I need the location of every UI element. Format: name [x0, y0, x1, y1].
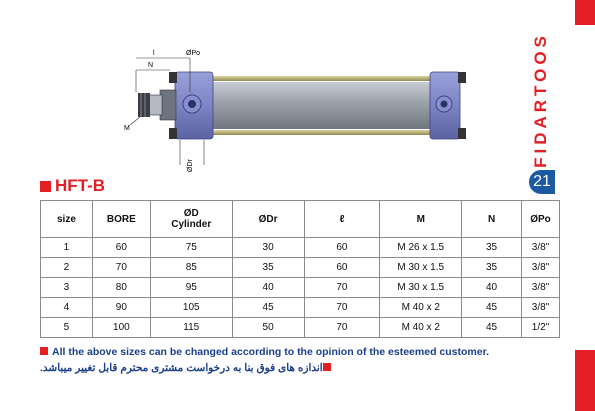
table-cell: 70 [92, 258, 150, 278]
table-cell: 90 [92, 298, 150, 318]
red-square-icon [323, 363, 331, 371]
table-cell: 35 [232, 258, 304, 278]
table-cell: 40 [232, 278, 304, 298]
table-cell: 70 [304, 298, 380, 318]
brand-name: FIDARTOOS [531, 32, 550, 168]
table-cell: 75 [150, 238, 232, 258]
table-cell: 35 [462, 238, 522, 258]
label-m: M [124, 125, 130, 132]
label-n: N [148, 62, 154, 69]
table-cell: 60 [92, 238, 150, 258]
column-header: N [462, 201, 522, 238]
table-cell: M 30 x 1.5 [380, 278, 462, 298]
cylinder-drawing [0, 0, 595, 200]
table-cell: 95 [150, 278, 232, 298]
column-header: ℓ [304, 201, 380, 238]
table-cell: M 40 x 2 [380, 318, 462, 338]
table-cell: 60 [304, 238, 380, 258]
cylinder-barrel [210, 82, 435, 129]
page-number-badge: 21 [529, 170, 555, 194]
note-persian: اندازه های فوق بنا به درخواست مشتری محترم قابل تغییر میباشد. [40, 362, 335, 374]
table-cell: M 40 x 2 [380, 298, 462, 318]
specs-table [40, 200, 560, 338]
table-row [41, 258, 560, 278]
table-cell: 30 [232, 238, 304, 258]
table-header-row [41, 201, 560, 238]
table-cell: 1/2" [522, 318, 560, 338]
label-l: l [153, 50, 155, 57]
table-row [41, 318, 560, 338]
table-cell: 3/8" [522, 238, 560, 258]
table-cell: 70 [304, 318, 380, 338]
table-cell: 115 [150, 318, 232, 338]
table-cell: 40 [462, 278, 522, 298]
table-cell: 70 [304, 278, 380, 298]
table-cell: 3/8" [522, 278, 560, 298]
table-cell: 60 [304, 258, 380, 278]
table-cell: 4 [41, 298, 93, 318]
column-header: ØD Cylinder [150, 201, 232, 238]
sidebar-red-bar-bottom [575, 350, 595, 411]
column-header: size [41, 201, 93, 238]
table-cell: 105 [150, 298, 232, 318]
tie-rod-bottom [210, 130, 445, 135]
table-cell: 45 [232, 298, 304, 318]
table-cell: 100 [92, 318, 150, 338]
rod-thread [138, 93, 150, 117]
label-po: ØPo [186, 50, 201, 57]
label-dr: ØDr [187, 159, 194, 172]
table-cell: 3/8" [522, 258, 560, 278]
model-name: HFT-B [55, 176, 106, 195]
table-row [41, 278, 560, 298]
table-cell: 35 [462, 258, 522, 278]
table-row [41, 298, 560, 318]
table-cell: 50 [232, 318, 304, 338]
table-cell: 2 [41, 258, 93, 278]
table-cell: 45 [462, 298, 522, 318]
table-cell: 1 [41, 238, 93, 258]
table-cell: M 30 x 1.5 [380, 258, 462, 278]
column-header: BORE [92, 201, 150, 238]
red-square-icon [40, 181, 51, 192]
model-title [40, 176, 105, 196]
column-header: ØDr [232, 201, 304, 238]
note-english: All the above sizes can be changed according to the opinion of the esteemed customer. [40, 346, 489, 358]
table-cell: 45 [462, 318, 522, 338]
table-cell: 80 [92, 278, 150, 298]
column-header: M [380, 201, 462, 238]
piston-rod [148, 95, 162, 115]
table-cell: 5 [41, 318, 93, 338]
table-cell: 3 [41, 278, 93, 298]
table-cell: M 26 x 1.5 [380, 238, 462, 258]
table-cell: 3/8" [522, 298, 560, 318]
column-header: ØPo [522, 201, 560, 238]
table-cell: 85 [150, 258, 232, 278]
tie-rod-top [210, 76, 445, 81]
table-row [41, 238, 560, 258]
red-square-icon [40, 347, 48, 355]
